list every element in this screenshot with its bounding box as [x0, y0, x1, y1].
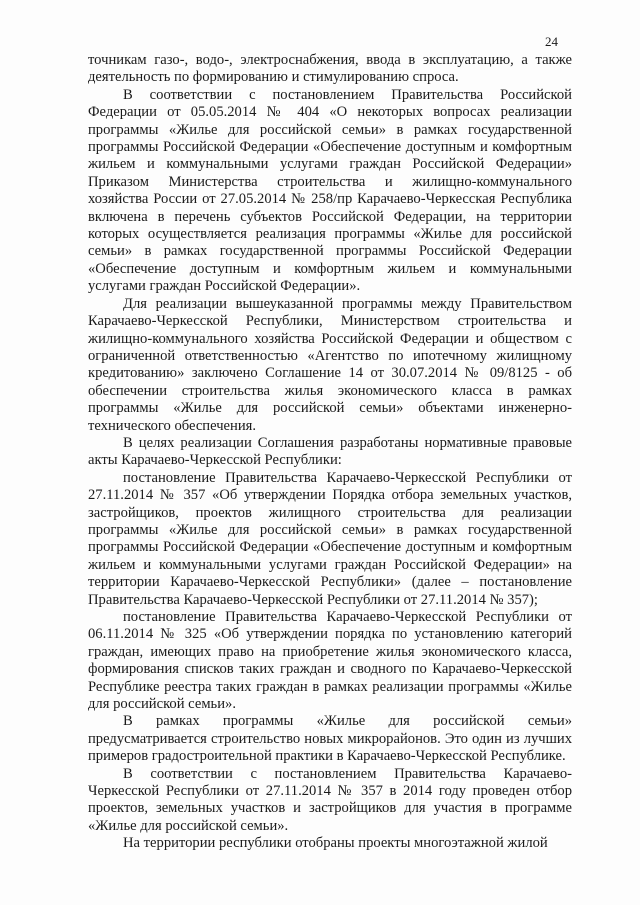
paragraph-new-districts: В рамках программы «Жилье для российской семьи» предусматривается строительство новых микрорайонов. Это один из лучших примеров градостроительной практики в Карачаево-Черкесской Республике.	[88, 713, 572, 765]
paragraph-selected-projects: На территории республики отобраны проекты многоэтажной жилой	[123, 835, 548, 852]
paragraph-agreement: Для реализации вышеуказанной программы между Правительством Карачаево-Черкесской Республики, Министерством строительства и жилищно-коммунального хозяйства Российской Федерации и обществом с ограниченной ответственностью «Агентство по ипотечному жилищному кредитованию» заключено Соглашение 14 от 30.07.2014 № 09/8125 - об обеспечении строительства жилья экономического класса в рамках программы «Жилье для российской семьи» объектами инженерно-технического обеспечения.	[88, 295, 572, 434]
paragraph-resolution-325: постановление Правительства Карачаево-Черкесской Республики от 06.11.2014 № 325 «Об утверждении порядка по установлению категорий граждан, имеющих право на приобретение жилья экономического класса, формирования списков таких граждан и сводного по Карачаево-Черкесской Республике реестра таких граждан в рамках реализации программы «Жилье для российской семьи».	[88, 609, 572, 713]
paragraph-program-inclusion: В соответствии с постановлением Правительства Российской Федерации от 05.05.2014 № 404 «О некоторых вопросах реализации программы «Жилье для российской семьи» в рамках государственной программы Российской Федерации «Обеспечение доступным и комфортным жильем и коммунальными услугами граждан Российской Федерации» Приказом Министерства строительства и жилищно-коммунального хозяйства России от 27.05.2014 № 258/пр Карачаево-Черкесская Республика включена в перечень субъектов Российской Федерации, на территории которых осуществляется реализация программы «Жилье для российской семьи» в рамках государственной программы Российской Федерации «Обеспечение доступным и комфортным жильем и коммунальными услугами граждан Российской Федерации».	[88, 86, 572, 295]
paragraph-resolution-357: постановление Правительства Карачаево-Черкесской Республики от 27.11.2014 № 357 «Об утверждении Порядка отбора земельных участков, застройщиков, проектов жилищного строительства для реализации программы «Жилье для российской семьи» в рамках государственной программы Российской Федерации «Обеспечение доступным и комфортным жильем и коммунальными услугами граждан Российской Федерации» на территории Карачаево-Черкесской Республики» (далее – постановление Правительства Карачаево-Черкесской Республики от 27.11.2014 № 357);	[88, 469, 572, 608]
paragraph-normative-acts: В целях реализации Соглашения разработаны нормативные правовые акты Карачаево-Черкесской Республики:	[88, 434, 572, 469]
document-body	[88, 52, 572, 853]
paragraph-selection-2014: В соответствии с постановлением Правительства Карачаево-Черкесской Республики от 27.11.2014 № 357 в 2014 году проведен отбор проектов, земельных участков и застройщиков для участия в программе «Жилье для российской семьи».	[88, 765, 572, 834]
page-number: 24	[545, 34, 558, 49]
paragraph-continuation: точникам газо-, водо-, электроснабжения, ввода в эксплуатацию, а также деятельность по формированию и стимулированию спроса.	[88, 52, 572, 86]
